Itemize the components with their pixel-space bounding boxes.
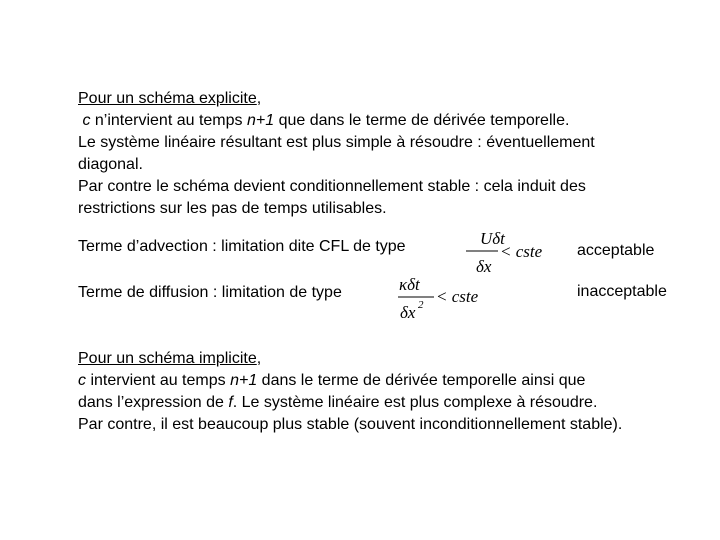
diffusion-verdict: inacceptable bbox=[577, 283, 667, 300]
advection-label: Terme d’advection : limitation dite CFL de type bbox=[78, 238, 406, 255]
advection-verdict: acceptable bbox=[577, 242, 655, 259]
explicit-line-1-b: que dans le terme de dérivée temporelle. bbox=[274, 112, 570, 129]
implicit-var-f: f bbox=[228, 394, 233, 411]
explicit-line-2: Le système linéaire résultant est plus simple à résoudre : éventuellement bbox=[78, 134, 595, 151]
explicit-var-n: n+1 bbox=[246, 112, 275, 129]
diffusion-formula-numerator: κδt bbox=[399, 275, 420, 294]
advection-formula-rhs: < cste bbox=[500, 242, 543, 261]
implicit-line-3: Par contre, il est beaucoup plus stable (souvent inconditionnellement stable). bbox=[78, 416, 623, 433]
diffusion-formula-exponent: 2 bbox=[418, 299, 424, 311]
explicit-title-suffix: , bbox=[256, 90, 262, 107]
advection-formula-svg bbox=[464, 226, 564, 278]
explicit-title-line bbox=[78, 88, 595, 110]
explicit-line-3: diagonal. bbox=[78, 156, 143, 173]
implicit-title: Pour un schéma implicite bbox=[78, 350, 257, 367]
implicit-line-2-a: dans l’expression de bbox=[78, 394, 229, 411]
explicit-paragraph bbox=[78, 88, 595, 220]
diffusion-label: Terme de diffusion : limitation de type bbox=[78, 284, 342, 301]
diffusion-formula-denominator: δx bbox=[400, 303, 416, 322]
advection-formula bbox=[464, 226, 564, 278]
diffusion-formula-svg bbox=[396, 272, 496, 326]
advection-formula-numerator: Uδt bbox=[480, 229, 505, 248]
diffusion-formula-rhs: < cste bbox=[436, 287, 479, 306]
implicit-var-c: c bbox=[78, 372, 86, 389]
explicit-line-5: restrictions sur les pas de temps utilisables. bbox=[78, 200, 387, 217]
implicit-var-n: n+1 bbox=[230, 372, 258, 389]
implicit-line-1-b: dans le terme de dérivée temporelle ainsi que bbox=[257, 372, 586, 389]
explicit-line-1-a: n’intervient au temps bbox=[90, 112, 247, 129]
diffusion-formula bbox=[396, 272, 496, 326]
implicit-title-suffix: , bbox=[256, 350, 262, 367]
explicit-var-c: c bbox=[82, 112, 91, 129]
explicit-line-4: Par contre le schéma devient conditionnellement stable : cela induit des bbox=[78, 178, 586, 195]
implicit-title-line bbox=[78, 348, 622, 370]
advection-formula-denominator: δx bbox=[476, 257, 492, 276]
explicit-title: Pour un schéma explicite bbox=[78, 90, 257, 107]
explicit-line-1 bbox=[78, 110, 595, 132]
implicit-line-1-a: intervient au temps bbox=[86, 372, 231, 389]
implicit-line-1 bbox=[78, 370, 622, 392]
implicit-paragraph bbox=[78, 348, 622, 436]
implicit-line-2-b: . Le système linéaire est plus complexe à résoudre. bbox=[232, 394, 598, 411]
implicit-line-2 bbox=[78, 392, 622, 414]
